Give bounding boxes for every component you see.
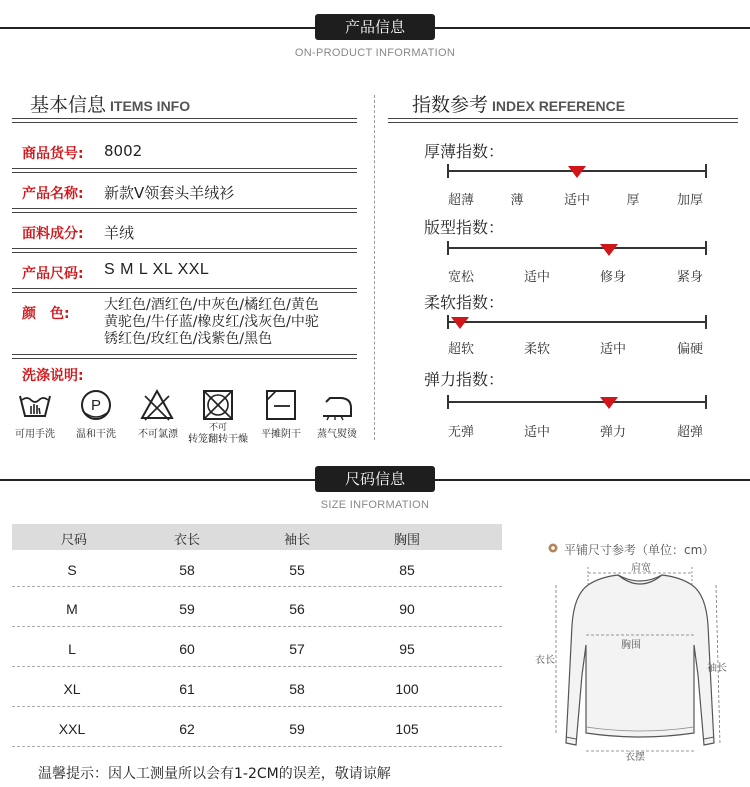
- color-line: 大红色/酒红色/中灰色/橘红色/黄色: [104, 297, 319, 313]
- measurement-note: 温馨提示：因人工测量所以会有1-2CM的误差，敬请谅解: [38, 766, 391, 782]
- color-line: 黄驼色/牛仔蓝/橡皮红/浅灰色/中驼: [104, 314, 319, 330]
- banner-rule-left: [0, 479, 318, 481]
- table-cell: 59: [289, 721, 305, 737]
- no-tumble-dry-label: 转笼翻转干燥: [188, 434, 248, 445]
- diagram-title: 平铺尺寸参考（单位：cm）: [564, 543, 715, 557]
- elasticity-marker: [600, 397, 618, 409]
- svg-text:P: P: [90, 397, 102, 414]
- table-header-chest: 胸围: [393, 533, 420, 548]
- product-name-value: 新款V领套头羊绒衫: [104, 184, 235, 202]
- table-cell: L: [68, 641, 76, 657]
- elasticity-index-title: 弹力指数：: [424, 370, 505, 389]
- table-cell: 85: [399, 562, 415, 578]
- scale-end: [705, 164, 707, 178]
- size-value: S M L XL XXL: [104, 261, 210, 278]
- table-cell: M: [66, 601, 78, 617]
- basic-info-title-cn: 基本信息: [30, 94, 107, 116]
- table-cell: 60: [179, 641, 195, 657]
- no-tumble-dry-label-top: 不可: [208, 423, 227, 433]
- table-header-size: 尺码: [60, 533, 87, 548]
- scale-label: 修身: [599, 270, 626, 285]
- item-no-label: 商品货号:: [22, 146, 84, 162]
- hand-wash-icon: [18, 388, 52, 422]
- index-reference-title: [412, 90, 625, 117]
- scale-label: 弹力: [599, 425, 626, 440]
- scale-label: 超薄: [447, 193, 474, 208]
- row-divider: [12, 706, 502, 707]
- size-label: 产品尺码:: [22, 266, 84, 282]
- no-bleach-label: 不可氯漂: [138, 429, 178, 440]
- table-cell: 100: [395, 681, 419, 697]
- thickness-index-title: 厚薄指数：: [424, 142, 505, 161]
- fabric-value: 羊绒: [104, 224, 135, 242]
- product-name-label: 产品名称:: [22, 186, 84, 202]
- dot-icon: [548, 543, 558, 553]
- scale-label: 薄: [510, 193, 524, 208]
- product-banner-title: 产品信息: [344, 18, 405, 36]
- dry-clean-icon: [79, 388, 113, 422]
- size-banner-title: 尺码信息: [344, 470, 405, 488]
- scale-label: 适中: [599, 342, 626, 357]
- index-reference-rule: [388, 118, 738, 123]
- table-cell: XL: [63, 681, 81, 697]
- fit-index-title: 版型指数：: [424, 218, 505, 237]
- index-reference-title-en: INDEX REFERENCE: [492, 98, 626, 114]
- scale-label: 超弹: [676, 425, 703, 440]
- scale-label: 超软: [447, 342, 474, 357]
- scale-end: [705, 395, 707, 409]
- length-label: 衣长: [535, 655, 555, 666]
- dry-clean-label: 温和干洗: [76, 429, 116, 440]
- row-rule: [12, 208, 357, 213]
- table-cell: 57: [289, 641, 305, 657]
- scale-label: 适中: [523, 425, 550, 440]
- color-line: 锈红色/玫红色/浅紫色/黑色: [104, 331, 273, 347]
- size-banner: [315, 466, 435, 492]
- color-label: 颜 色:: [22, 306, 70, 322]
- hand-wash-label: 可用手洗: [15, 429, 55, 440]
- elasticity-scale: [447, 401, 707, 403]
- care-title: 洗涤说明:: [22, 368, 84, 384]
- index-reference-title-cn: 指数参考: [412, 94, 489, 116]
- table-cell: XXL: [58, 721, 86, 737]
- scale-label: 厚: [626, 193, 640, 208]
- row-rule: [12, 168, 357, 173]
- no-bleach-icon: [140, 388, 174, 422]
- table-cell: 62: [179, 721, 195, 737]
- row-divider: [12, 586, 502, 587]
- row-rule: [12, 354, 357, 359]
- chest-label: 胸围: [621, 640, 641, 651]
- row-divider: [12, 666, 502, 667]
- table-header-length: 衣长: [173, 533, 200, 548]
- softness-scale: [447, 321, 707, 323]
- scale-label: 加厚: [676, 193, 703, 208]
- table-cell: 95: [399, 641, 415, 657]
- column-divider: [374, 95, 375, 440]
- color-list: [104, 297, 359, 348]
- table-cell: 55: [289, 562, 305, 578]
- basic-info-title: [30, 90, 190, 117]
- scale-end: [705, 315, 707, 329]
- product-banner: [315, 14, 435, 40]
- table-cell: 59: [179, 601, 195, 617]
- scale-end: [705, 241, 707, 255]
- table-cell: 90: [399, 601, 415, 617]
- banner-rule-right: [432, 479, 750, 481]
- table-cell: S: [67, 562, 77, 578]
- row-divider: [12, 626, 502, 627]
- softness-marker: [451, 317, 469, 329]
- softness-index-title: 柔软指数：: [424, 293, 505, 312]
- table-cell: 58: [289, 681, 305, 697]
- scale-label: 紧身: [676, 270, 703, 285]
- table-cell: 58: [179, 562, 195, 578]
- no-tumble-dry-icon: [201, 388, 235, 422]
- fit-marker: [600, 244, 618, 256]
- steam-iron-label: 蒸气熨烫: [317, 429, 357, 440]
- table-cell: 105: [395, 721, 419, 737]
- scale-label: 宽松: [447, 270, 474, 285]
- fit-scale: [447, 247, 707, 249]
- size-banner-subtitle: SIZE INFORMATION: [320, 499, 430, 511]
- row-rule: [12, 288, 357, 293]
- scale-label: 柔软: [523, 342, 550, 357]
- steam-iron-icon: [320, 388, 354, 422]
- basic-info-title-en: ITEMS INFO: [110, 98, 191, 114]
- row-rule: [12, 248, 357, 253]
- fabric-label: 面料成分:: [22, 226, 84, 242]
- flat-dry-shade-label: 平摊阴干: [261, 429, 301, 440]
- scale-label: 适中: [563, 193, 590, 208]
- item-no-value: 8002: [104, 142, 143, 160]
- product-banner-subtitle: ON-PRODUCT INFORMATION: [294, 47, 456, 59]
- basic-info-rule: [12, 118, 357, 123]
- scale-label: 适中: [523, 270, 550, 285]
- scale-label: 偏硬: [676, 342, 703, 357]
- scale-label: 无弹: [447, 425, 474, 440]
- sleeve-label: 袖长: [707, 663, 727, 674]
- row-divider: [12, 746, 502, 747]
- banner-rule-left: [0, 27, 318, 29]
- hem-label: 衣摆: [625, 752, 645, 763]
- thickness-marker: [568, 166, 586, 178]
- flat-dry-shade-icon: [264, 388, 298, 422]
- shoulder-label: 肩宽: [631, 563, 651, 574]
- table-cell: 61: [179, 681, 195, 697]
- banner-rule-right: [432, 27, 750, 29]
- table-cell: 56: [289, 601, 305, 617]
- table-header-sleeve: 袖长: [283, 533, 310, 548]
